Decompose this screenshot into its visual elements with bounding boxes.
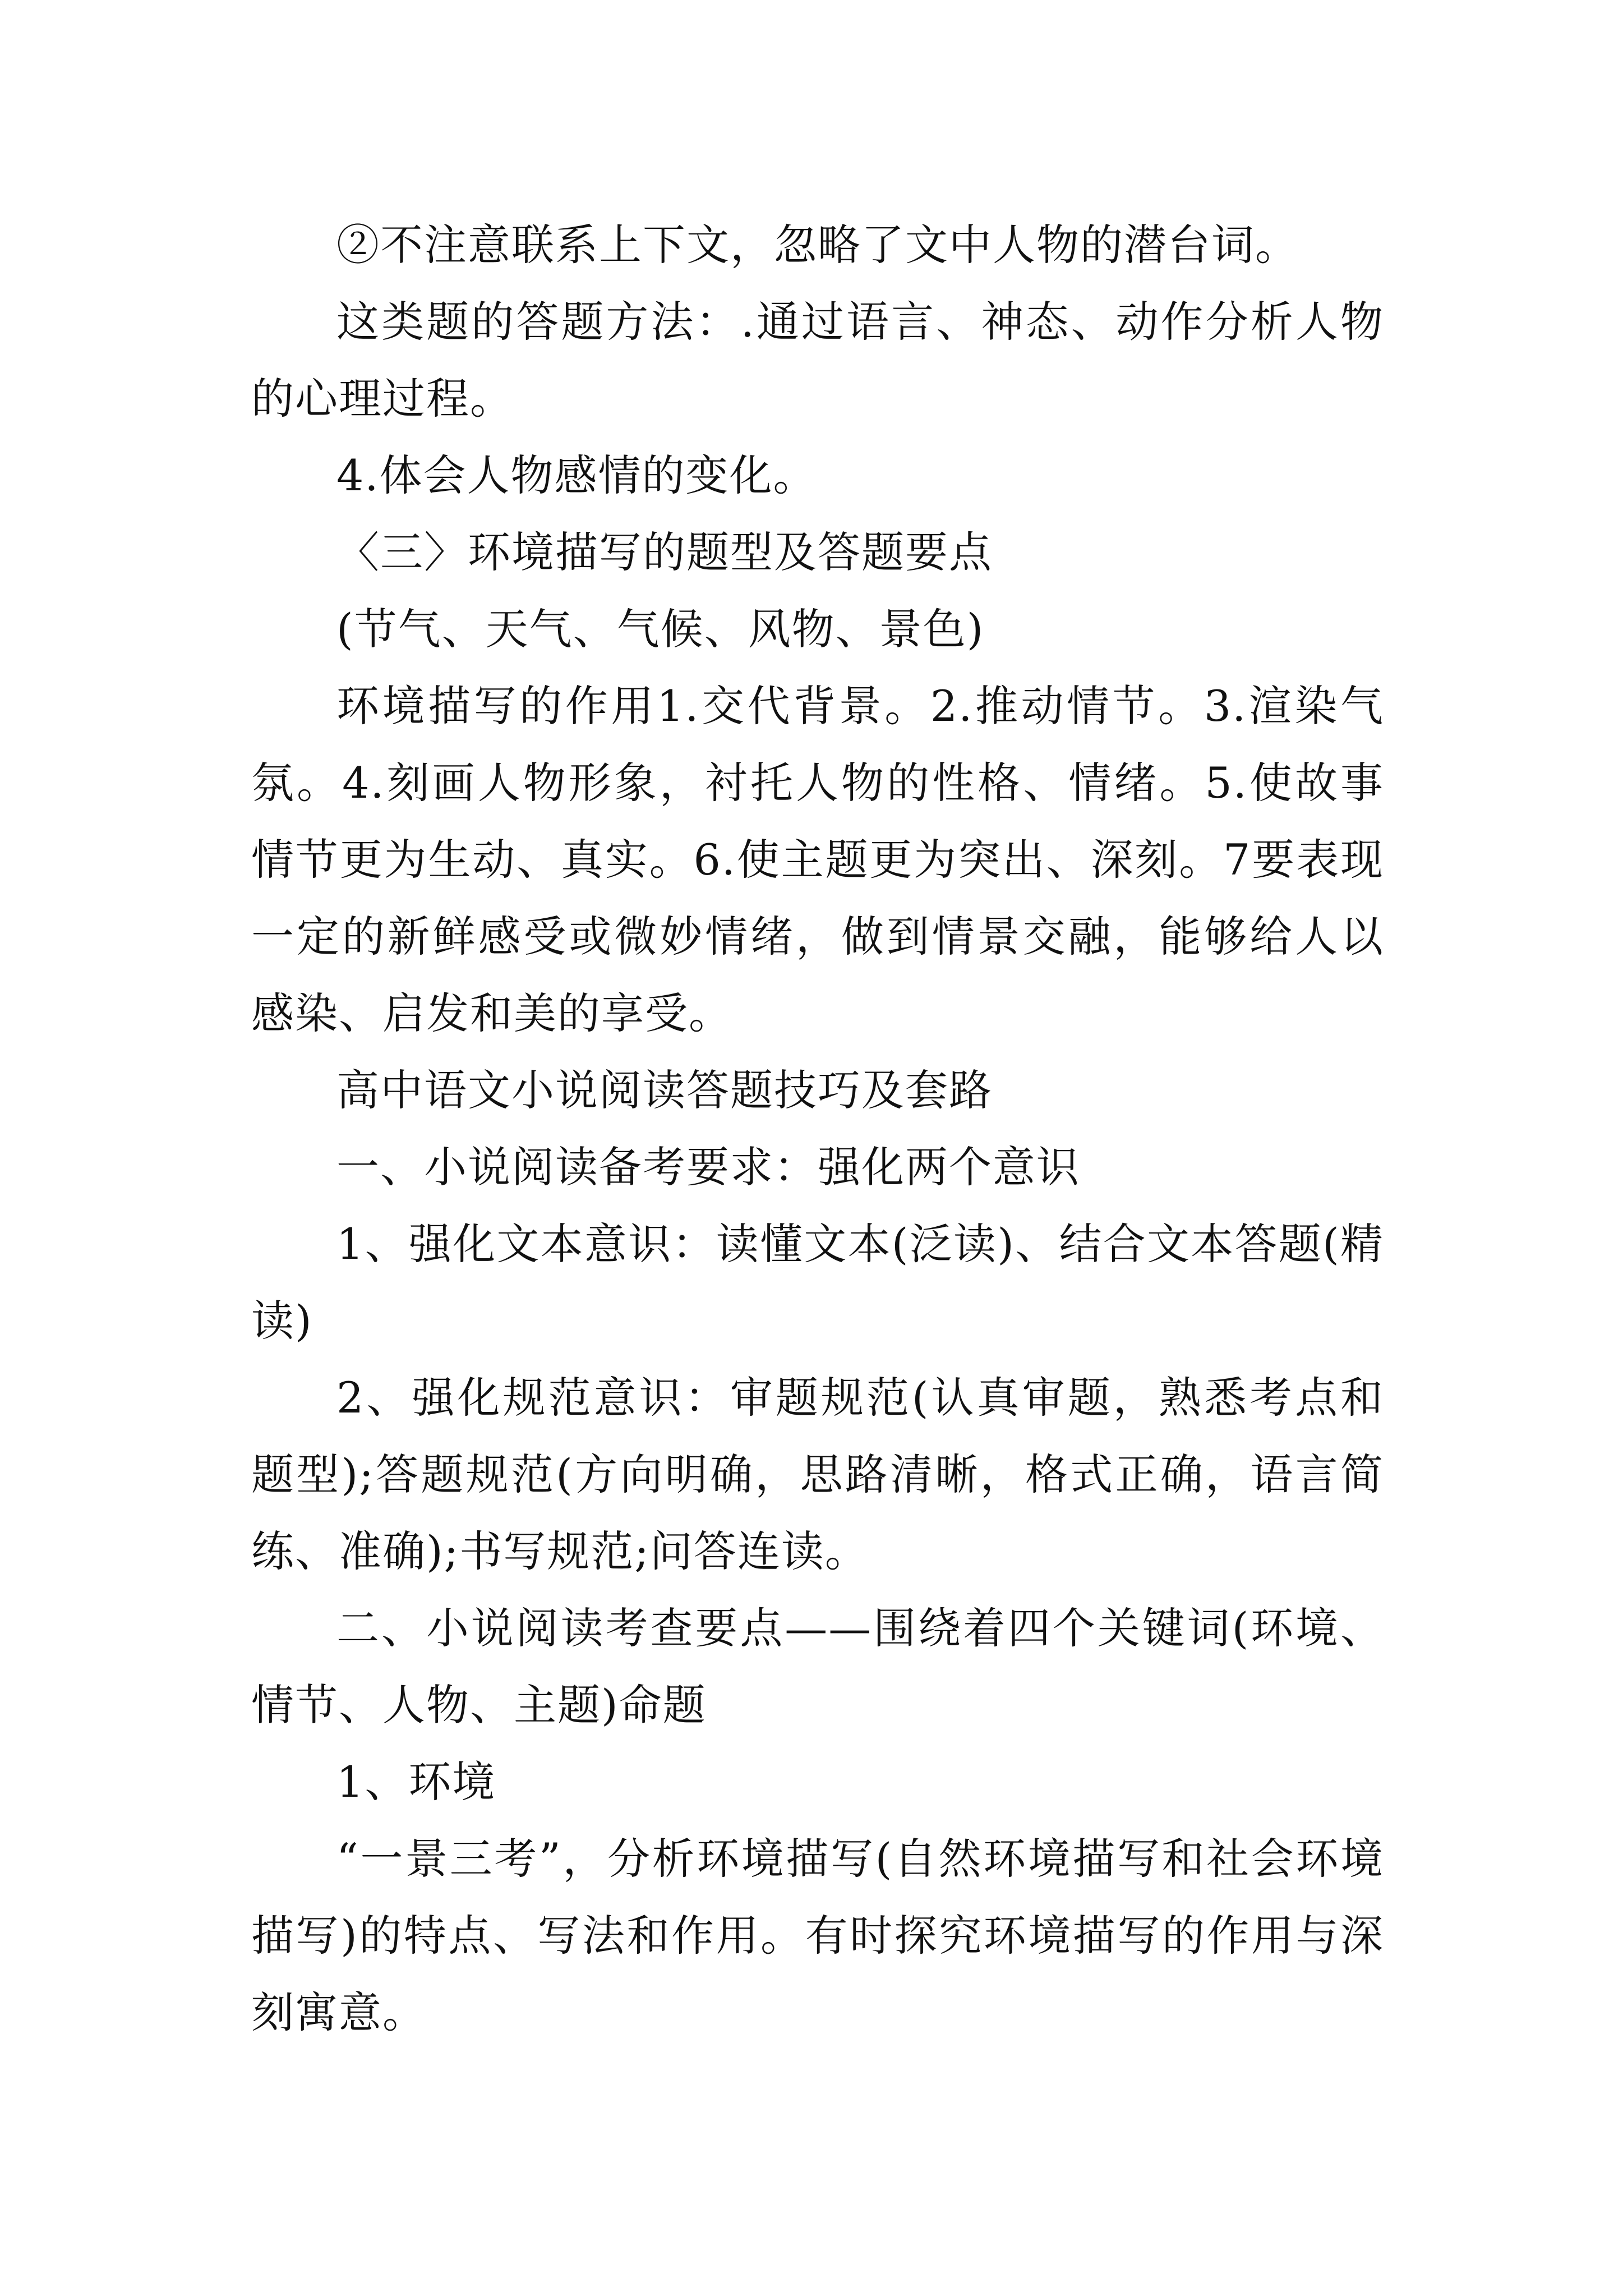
- subheading-environment: 1、环境: [336, 1757, 496, 1807]
- paragraph-environment-functions: 环境描写的作用1.交代背景。2.推动情节。3.渲染气氛。4.刻画人物形象，衬托人物的性格、情绪。5.使故事情节更为生动、真实。6.使主题更为突出、深刻。7要表现一定的新鲜感受或微妙情绪，做到情景交融，能够给人以感染、启发和美的享受。: [251, 681, 1384, 1038]
- heading-exam-requirements: 一、小说阅读备考要求：强化两个意识: [336, 1142, 1080, 1192]
- paragraph-scene-analysis: “一景三考”，分析环境描写(自然环境描写和社会环境描写)的特点、写法和作用。有时探究环境描写的作用与深刻寓意。: [251, 1834, 1384, 2037]
- paragraph-answer-method: 这类题的答题方法：.通过语言、神态、动作分析人物的心理过程。: [251, 297, 1384, 424]
- heading-exam-points: 二、小说阅读考查要点——围绕着四个关键词(环境、情节、人物、主题)命题: [251, 1603, 1384, 1730]
- paragraph-environment-elements: (节气、天气、气候、风物、景色): [336, 604, 985, 654]
- heading-novel-reading-tips: 高中语文小说阅读答题技巧及套路: [336, 1065, 993, 1115]
- paragraph-emotion-change: 4.体会人物感情的变化。: [336, 450, 817, 500]
- paragraph-text-awareness: 1、强化文本意识：读懂文本(泛读)、结合文本答题(精读): [251, 1219, 1384, 1346]
- section-heading-environment: 〈三〉环境描写的题型及答题要点: [336, 527, 993, 577]
- document-body: [251, 206, 1384, 2051]
- paragraph-subtext-note: ②不注意联系上下文，忽略了文中人物的潜台词。: [336, 220, 1299, 270]
- paragraph-norm-awareness: 2、强化规范意识：审题规范(认真审题，熟悉考点和题型);答题规范(方向明确，思路清晰，格式正确，语言简练、准确);书写规范;问答连读。: [251, 1373, 1384, 1576]
